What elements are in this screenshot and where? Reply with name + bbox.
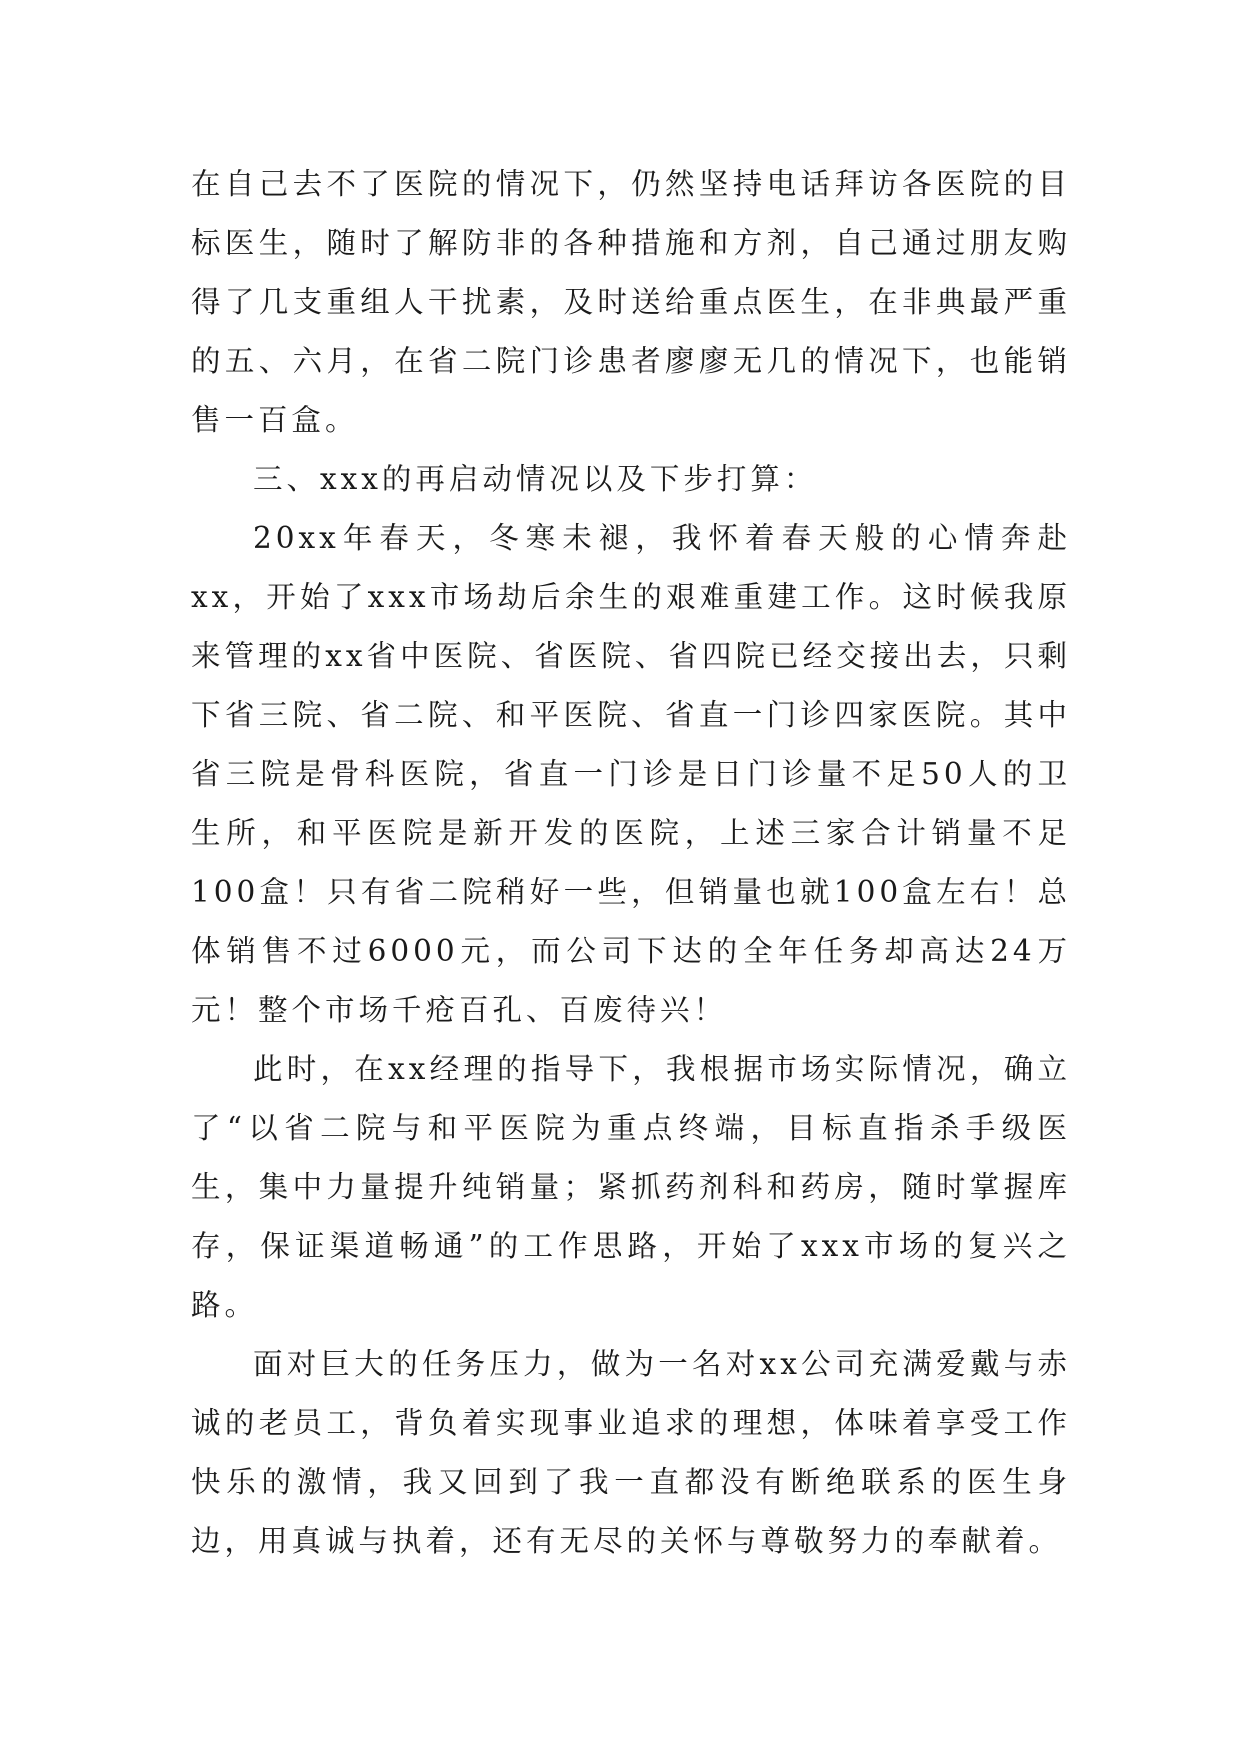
section-heading: 三、xxx的再启动情况以及下步打算：: [253, 462, 818, 496]
paragraph-continuation: 在自己去不了医院的情况下，仍然坚持电话拜访各医院的目标医生，随时了解防非的各种措施和方剂，自己通过朋友购得了几支重组人干扰素，及时送给重点医生，在非典最严重的五、六月，在省二院门诊患者廖廖无几的情况下，也能销售一百盒。: [191, 167, 1071, 437]
document-body: [191, 155, 1071, 1571]
paragraph: 面对巨大的任务压力，做为一名对xx公司充满爱戴与赤诚的老员工，背负着实现事业追求的理想，体味着享受工作快乐的激情，我又回到了我一直都没有断绝联系的医生身边，用真诚与执着，还有无尽的关怀与尊敬努力的奉献着。: [191, 1347, 1071, 1558]
paragraph: 此时，在xx经理的指导下，我根据市场实际情况，确立了“以省二院与和平医院为重点终端，目标直指杀手级医生，集中力量提升纯销量；紧抓药剂科和药房，随时掌握库存，保证渠道畅通”的工作思路，开始了xxx市场的复兴之路。: [191, 1052, 1071, 1322]
paragraph: 20xx年春天，冬寒未褪，我怀着春天般的心情奔赴xx，开始了xxx市场劫后余生的艰难重建工作。这时候我原来管理的xx省中医院、省医院、省四院已经交接出去，只剩下省三院、省二院、和平医院、省直一门诊四家医院。其中省三院是骨科医院，省直一门诊是日门诊量不足50人的卫生所，和平医院是新开发的医院，上述三家合计销量不足100盒！只有省二院稍好一些，但销量也就100盒左右！总体销售不过6000元，而公司下达的全年任务却高达24万元！整个市场千疮百孔、百废待兴！: [191, 521, 1071, 1027]
